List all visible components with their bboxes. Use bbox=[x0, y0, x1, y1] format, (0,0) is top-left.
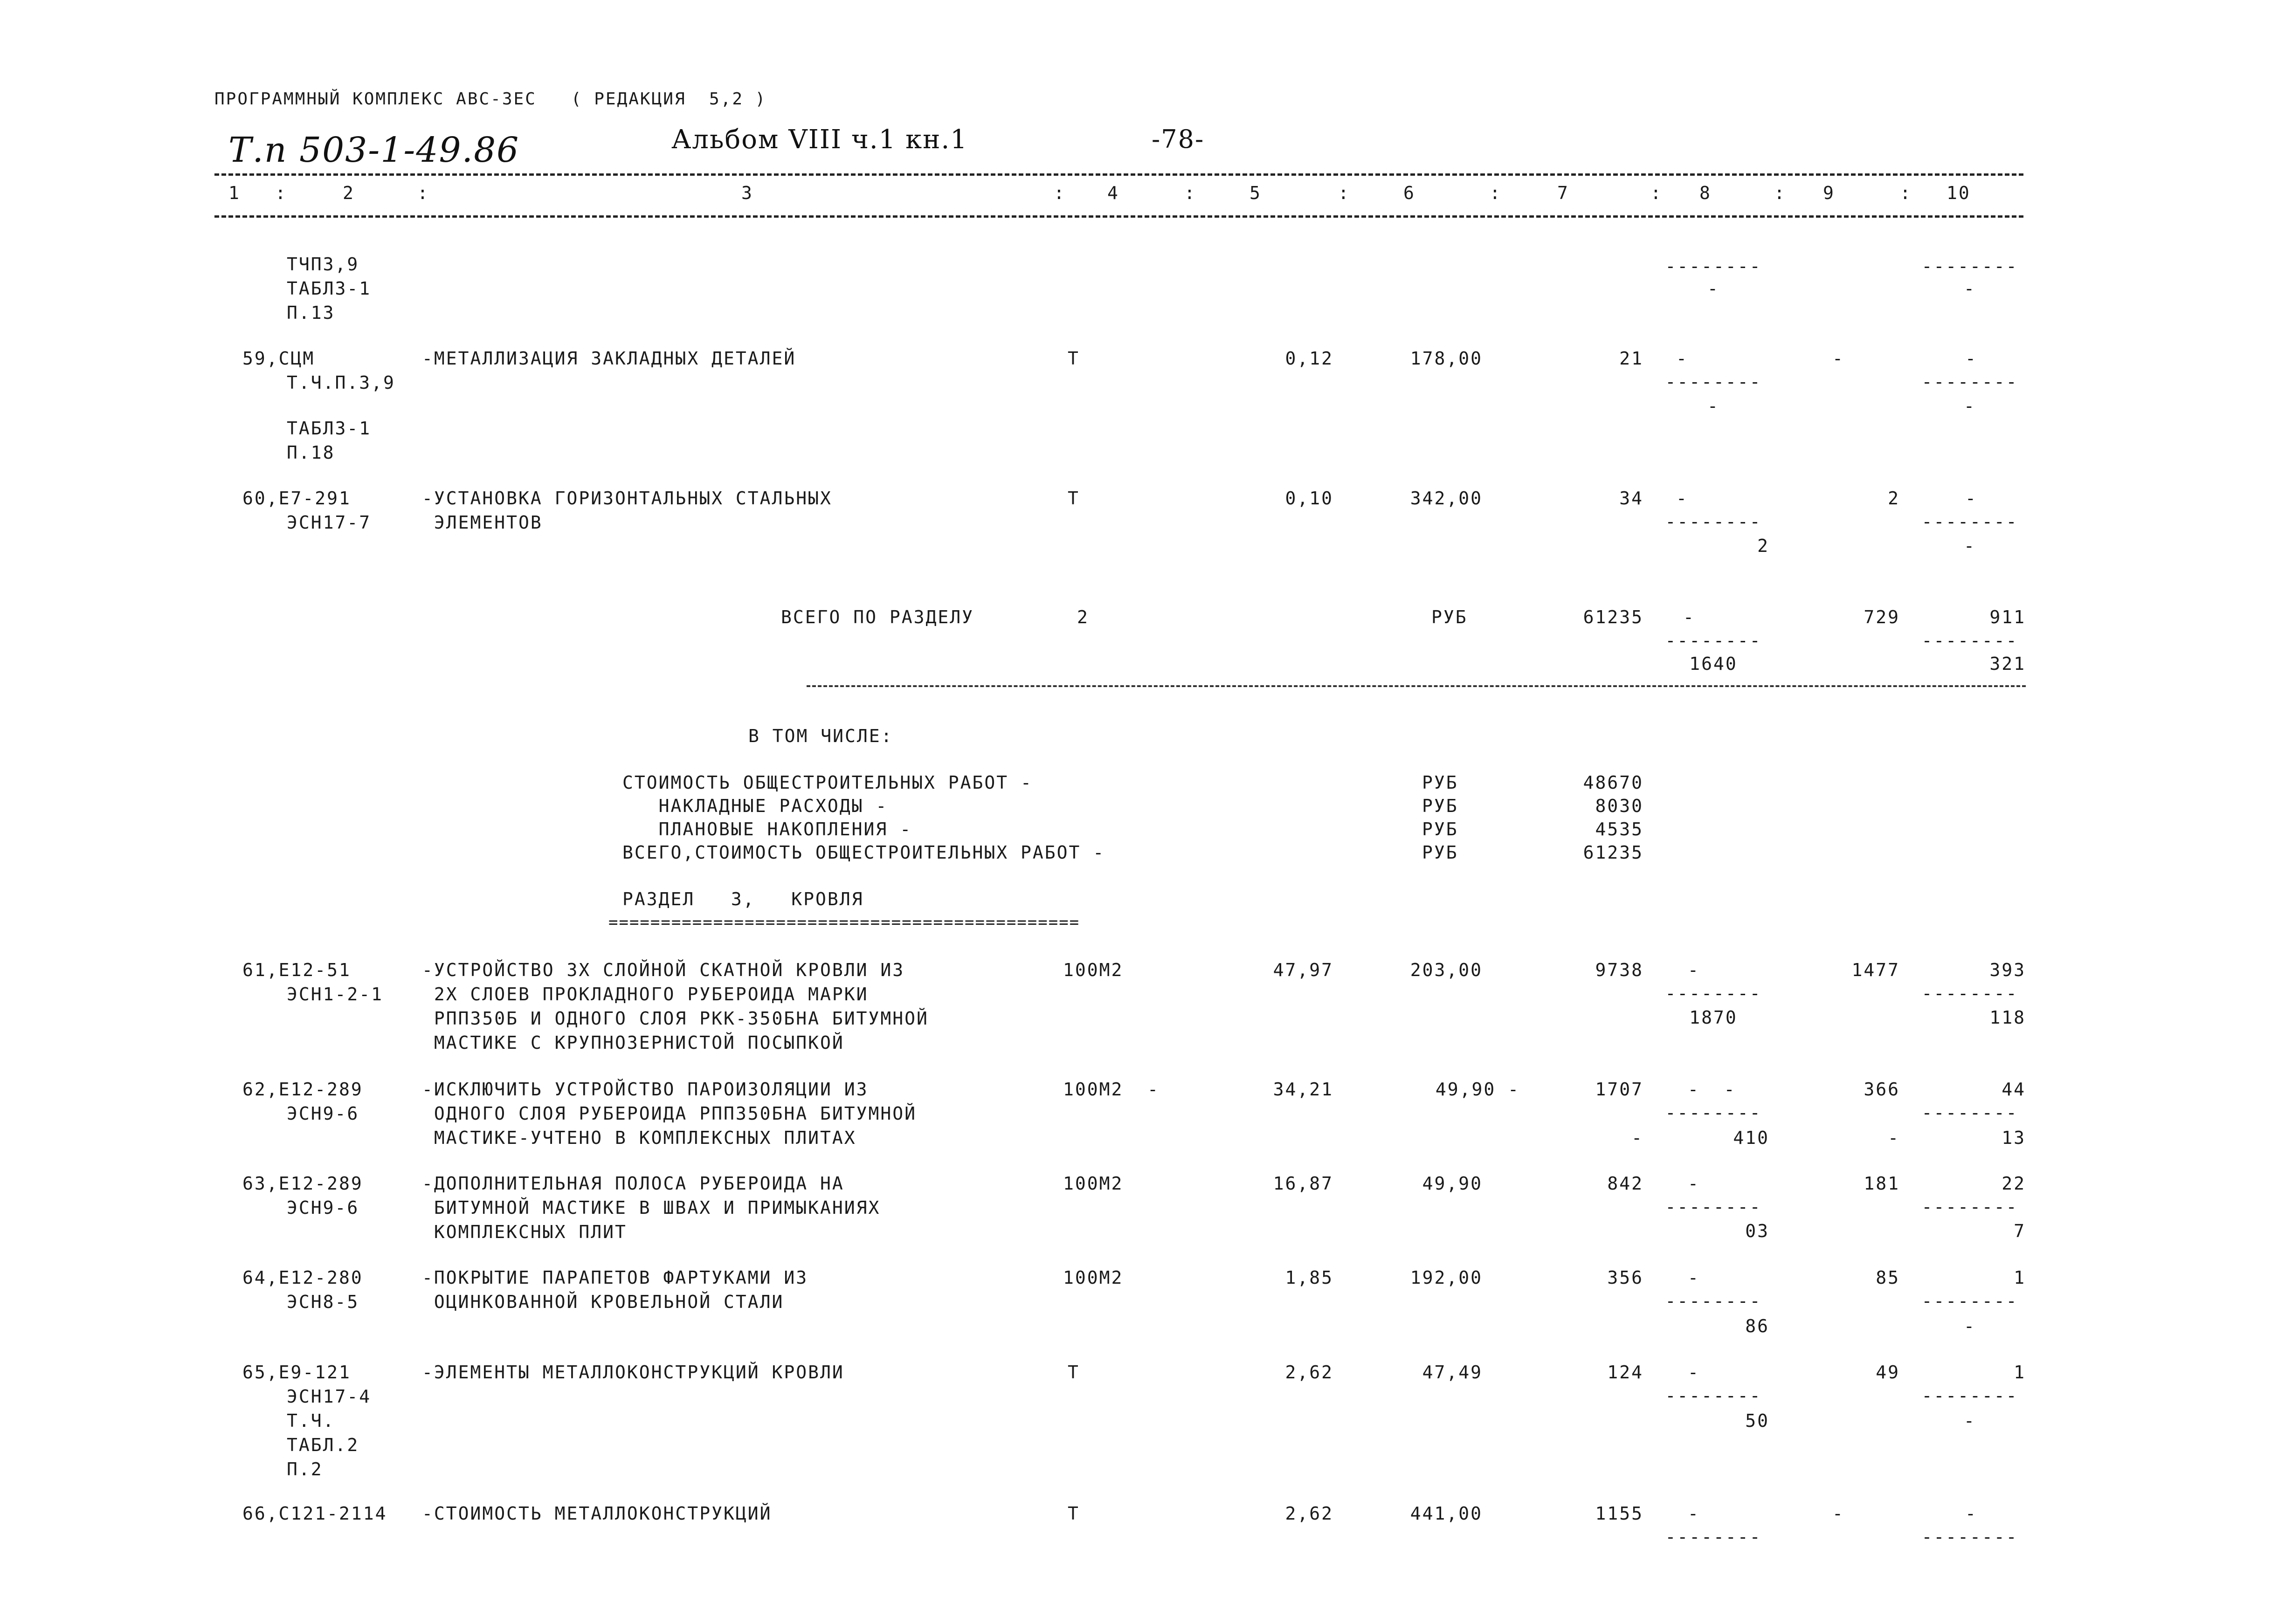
col10-bottom: 321 bbox=[1989, 654, 2026, 674]
item-description: БИТУМНОЙ МАСТИКЕ В ШВАХ И ПРИМЫКАНИЯХ bbox=[422, 1197, 881, 1218]
item-description: ОЦИНКОВАННОЙ КРОВЕЛЬНОЙ СТАЛИ bbox=[422, 1292, 784, 1312]
col8-rule: -------- bbox=[1665, 1291, 1762, 1311]
currency: РУБ bbox=[1422, 796, 1458, 816]
quantity: 0,10 bbox=[1285, 488, 1333, 509]
col10-value: - bbox=[1965, 488, 1977, 509]
item-description: РПП350Б И ОДНОГО СЛОЯ РКК-350БНА БИТУМНОЙ bbox=[422, 1008, 929, 1029]
col8-bottom: 03 bbox=[1745, 1221, 1769, 1241]
item-code: 61,Е12-51 bbox=[242, 960, 351, 980]
including-value: 48670 bbox=[1583, 772, 1643, 793]
item-description: КОМПЛЕКСНЫХ ПЛИТ bbox=[422, 1222, 627, 1242]
item-description: -ПОКРЫТИЕ ПАРАПЕТОВ ФАРТУКАМИ ИЗ bbox=[422, 1267, 808, 1288]
col9-value: 181 bbox=[1864, 1173, 1900, 1194]
col10-bottom: 7 bbox=[2014, 1221, 2026, 1241]
code-line: ЭСН8-5 bbox=[287, 1292, 359, 1312]
section-total-label: ВСЕГО ПО РАЗДЕЛУ bbox=[781, 607, 974, 627]
col-sep: : bbox=[1900, 183, 1912, 203]
col10-rule: -------- bbox=[1921, 256, 2018, 276]
unit-price: 47,49 bbox=[1422, 1362, 1483, 1383]
item-description: -ЭЛЕМЕНТЫ МЕТАЛЛОКОНСТРУКЦИЙ КРОВЛИ bbox=[422, 1362, 844, 1383]
col-8: 8 bbox=[1699, 183, 1712, 203]
col-2: 2 bbox=[343, 183, 355, 203]
including-label: НАКЛАДНЫЕ РАСХОДЫ - bbox=[622, 796, 888, 816]
col8-rule: -------- bbox=[1665, 1102, 1762, 1123]
code-line: Т.Ч. bbox=[287, 1411, 335, 1431]
item-description: -ИСКЛЮЧИТЬ УСТРОЙСТВО ПАРОИЗОЛЯЦИИ ИЗ bbox=[422, 1079, 869, 1100]
unit-price: 49,90 - bbox=[1435, 1079, 1520, 1100]
col-7: 7 bbox=[1557, 183, 1569, 203]
col-sep: : bbox=[275, 183, 287, 203]
col10-value: 1 bbox=[2014, 1267, 2026, 1288]
quantity: 47,97 bbox=[1273, 960, 1333, 980]
item-description: -СТОИМОСТЬ МЕТАЛЛОКОНСТРУКЦИЙ bbox=[422, 1503, 772, 1524]
quantity: 0,12 bbox=[1285, 348, 1333, 369]
col10-value: - bbox=[1965, 1503, 1977, 1524]
code-line: П.18 bbox=[287, 442, 335, 463]
currency: РУБ bbox=[1422, 819, 1458, 840]
item-code: 59,СЦМ bbox=[242, 348, 315, 369]
document-code: Т.п 503-1-49.86 bbox=[228, 130, 520, 170]
including-value: 4535 bbox=[1595, 819, 1643, 840]
col10-bottom: - bbox=[1964, 536, 1976, 556]
currency: РУБ bbox=[1422, 772, 1458, 793]
col8-rule: -------- bbox=[1665, 983, 1762, 1004]
col-sep: : bbox=[1338, 183, 1350, 203]
col-sep: : bbox=[417, 183, 429, 203]
item-code: 63,Е12-289 bbox=[242, 1173, 363, 1194]
col10-bottom: - bbox=[1964, 278, 1976, 299]
unit: 100М2 bbox=[1063, 960, 1124, 980]
col8-rule: -------- bbox=[1665, 256, 1762, 276]
col-4: 4 bbox=[1107, 183, 1119, 203]
code-line: ЭСН17-4 bbox=[287, 1386, 372, 1407]
col-sep: : bbox=[1774, 183, 1786, 203]
col8-value: - bbox=[1683, 607, 1695, 627]
col8-bottom: 86 bbox=[1745, 1316, 1769, 1336]
col10-value: 44 bbox=[2002, 1079, 2026, 1100]
item-description: МАСТИКЕ С КРУПНОЗЕРНИСТОЙ ПОСЫПКОЙ bbox=[422, 1032, 844, 1053]
col8-bottom: 410 bbox=[1733, 1128, 1769, 1148]
unit-price: 441,00 bbox=[1410, 1503, 1483, 1524]
quantity: 34,21 bbox=[1273, 1079, 1333, 1100]
col9-value: - bbox=[1832, 348, 1844, 369]
code-line: ТАБЛ.2 bbox=[287, 1435, 359, 1455]
col8-bottom: 1640 bbox=[1689, 654, 1738, 674]
col-9: 9 bbox=[1823, 183, 1835, 203]
code-line: П.2 bbox=[287, 1459, 323, 1479]
col10-value: - bbox=[1965, 348, 1977, 369]
code-line: ТАБЛ3-1 bbox=[287, 278, 372, 299]
col-sep: : bbox=[1490, 183, 1502, 203]
item-code: 62,Е12-289 bbox=[242, 1079, 363, 1100]
col8-value: - bbox=[1688, 1173, 1700, 1194]
col-sep: : bbox=[1054, 183, 1066, 203]
including-label: ВСЕГО,СТОИМОСТЬ ОБЩЕСТРОИТЕЛЬНЫХ РАБОТ - bbox=[622, 842, 1105, 863]
unit-price: 49,90 bbox=[1422, 1173, 1483, 1194]
album-reference: Альбом VIII ч.1 кн.1 bbox=[671, 124, 968, 155]
col8-rule: -------- bbox=[1665, 1385, 1762, 1406]
col8-value: - bbox=[1688, 1362, 1700, 1383]
page-number: -78- bbox=[1152, 124, 1205, 154]
col10-value: 393 bbox=[1989, 960, 2026, 980]
col10-bottom: 13 bbox=[2002, 1128, 2026, 1148]
code-line: ЭСН1-2-1 bbox=[287, 984, 384, 1005]
col8-value: - bbox=[1688, 1267, 1700, 1288]
section-title: РАЗДЕЛ 3, КРОВЛЯ bbox=[622, 889, 864, 909]
item-description: -УСТРОЙСТВО 3Х СЛОЙНОЙ СКАТНОЙ КРОВЛИ ИЗ bbox=[422, 960, 905, 980]
total-cost: 1155 bbox=[1595, 1503, 1643, 1524]
col10-rule: -------- bbox=[1921, 983, 2018, 1004]
col-5: 5 bbox=[1250, 183, 1262, 203]
col-3: 3 bbox=[741, 183, 753, 203]
header-bottom-rule bbox=[214, 215, 2023, 218]
col8-bottom: - bbox=[1707, 278, 1719, 299]
item-description: ЭЛЕМЕНТОВ bbox=[422, 512, 543, 533]
code-line: Т.Ч.П.3,9 bbox=[287, 372, 395, 393]
col10-rule: -------- bbox=[1921, 1527, 2018, 1547]
col8-rule: -------- bbox=[1665, 372, 1762, 392]
total-cost: 842 bbox=[1607, 1173, 1643, 1194]
col8-rule: -------- bbox=[1665, 1197, 1762, 1217]
including-heading: В ТОМ ЧИСЛЕ: bbox=[748, 726, 893, 746]
col-sep: : bbox=[1184, 183, 1196, 203]
col8-bottom: 50 bbox=[1745, 1411, 1769, 1431]
col10-rule: -------- bbox=[1921, 1385, 2018, 1406]
unit-price: 342,00 bbox=[1410, 488, 1483, 509]
item-description: ОДНОГО СЛОЯ РУБЕРОИДА РПП350БНА БИТУМНОЙ bbox=[422, 1103, 917, 1124]
col9-value: 49 bbox=[1876, 1362, 1900, 1383]
quantity: 1,85 bbox=[1285, 1267, 1333, 1288]
col10-bottom: - bbox=[1964, 1316, 1976, 1336]
code-line: ЭСН9-6 bbox=[287, 1197, 359, 1218]
col-sep: : bbox=[1650, 183, 1663, 203]
col10-rule: -------- bbox=[1921, 511, 2018, 532]
col9-value: 366 bbox=[1864, 1079, 1900, 1100]
total-cost: 124 bbox=[1607, 1362, 1643, 1383]
col10-value: 911 bbox=[1989, 607, 2026, 627]
col10-rule: -------- bbox=[1921, 1197, 2018, 1217]
quantity: 16,87 bbox=[1273, 1173, 1333, 1194]
unit: 100М2 bbox=[1063, 1173, 1124, 1194]
unit: 100М2 - bbox=[1063, 1079, 1160, 1100]
col8-value: - bbox=[1688, 960, 1700, 980]
total-cost: 61235 bbox=[1583, 607, 1643, 627]
col9-value: 2 bbox=[1888, 488, 1900, 509]
item-description: МАСТИКЕ-УЧТЕНО В КОМПЛЕКСНЫХ ПЛИТАХ bbox=[422, 1128, 856, 1148]
program-title: ПРОГРАММНЫЙ КОМПЛЕКС АВС-3ЕС ( РЕДАКЦИЯ 5,2 ) bbox=[214, 89, 767, 109]
item-code: 60,Е7-291 bbox=[242, 488, 351, 509]
col10-bottom: - bbox=[1964, 1411, 1976, 1431]
code-line: П.13 bbox=[287, 303, 335, 323]
item-description: 2Х СЛОЕВ ПРОКЛАДНОГО РУБЕРОИДА МАРКИ bbox=[422, 984, 869, 1005]
item-code: 64,Е12-280 bbox=[242, 1267, 363, 1288]
col8-rule: -------- bbox=[1665, 1527, 1762, 1547]
currency: РУБ bbox=[1431, 607, 1468, 627]
including-label: СТОИМОСТЬ ОБЩЕСТРОИТЕЛЬНЫХ РАБОТ - bbox=[622, 772, 1033, 793]
including-value: 61235 bbox=[1583, 842, 1643, 863]
col9-value: 1477 bbox=[1851, 960, 1900, 980]
col8-bottom: 1870 bbox=[1689, 1007, 1738, 1028]
section-number: 2 bbox=[1077, 607, 1089, 627]
col10-bottom: - bbox=[1964, 396, 1976, 416]
code-line: ЭСН9-6 bbox=[287, 1103, 359, 1124]
col10-rule: -------- bbox=[1921, 630, 2018, 651]
col8-bottom: 2 bbox=[1757, 536, 1769, 556]
col10-rule: -------- bbox=[1921, 372, 2018, 392]
total-cost: 34 bbox=[1619, 488, 1643, 509]
header-top-rule bbox=[214, 173, 2023, 176]
unit: Т bbox=[1068, 1362, 1080, 1383]
col9-value: - bbox=[1832, 1503, 1844, 1524]
unit: Т bbox=[1068, 488, 1080, 509]
col8-value: - bbox=[1688, 1503, 1700, 1524]
col10-rule: -------- bbox=[1921, 1291, 2018, 1311]
section-title-underline: ============================================= bbox=[608, 913, 1080, 932]
code-line: ЭСН17-7 bbox=[287, 512, 372, 533]
item-code: 66,С121-2114 bbox=[242, 1503, 387, 1524]
total-cost: 356 bbox=[1607, 1267, 1643, 1288]
col9-value: 85 bbox=[1876, 1267, 1900, 1288]
item-description: -ДОПОЛНИТЕЛЬНАЯ ПОЛОСА РУБЕРОИДА НА bbox=[422, 1173, 844, 1194]
including-label: ПЛАНОВЫЕ НАКОПЛЕНИЯ - bbox=[622, 819, 912, 840]
col-6: 6 bbox=[1403, 183, 1415, 203]
col-1: 1 bbox=[228, 183, 241, 203]
unit-price: 203,00 bbox=[1410, 960, 1483, 980]
col8-rule: -------- bbox=[1665, 630, 1762, 651]
total-cost-bottom: - bbox=[1631, 1128, 1643, 1148]
item-description: -МЕТАЛЛИЗАЦИЯ ЗАКЛАДНЫХ ДЕТАЛЕЙ bbox=[422, 348, 796, 369]
col8-bottom: - bbox=[1707, 396, 1719, 416]
col10-value: 22 bbox=[2002, 1173, 2026, 1194]
col10-bottom: 118 bbox=[1989, 1007, 2026, 1028]
unit-price: 192,00 bbox=[1410, 1267, 1483, 1288]
item-description: -УСТАНОВКА ГОРИЗОНТАЛЬНЫХ СТАЛЬНЫХ bbox=[422, 488, 832, 509]
unit: Т bbox=[1068, 348, 1080, 369]
code-line: ТЧП3,9 bbox=[287, 254, 359, 275]
col8-value: - - bbox=[1688, 1079, 1736, 1100]
col8-value: - bbox=[1676, 488, 1688, 509]
unit: Т bbox=[1068, 1503, 1080, 1524]
unit: 100М2 bbox=[1063, 1267, 1124, 1288]
item-code: 65,Е9-121 bbox=[242, 1362, 351, 1383]
section-total-rule bbox=[807, 685, 2026, 687]
col8-value: - bbox=[1676, 348, 1688, 369]
total-cost: 9738 bbox=[1595, 960, 1643, 980]
col9-bottom: - bbox=[1888, 1128, 1900, 1148]
unit-price: 178,00 bbox=[1410, 348, 1483, 369]
total-cost: 21 bbox=[1619, 348, 1643, 369]
quantity: 2,62 bbox=[1285, 1362, 1333, 1383]
col8-rule: -------- bbox=[1665, 511, 1762, 532]
total-cost: 1707 bbox=[1595, 1079, 1643, 1100]
col10-value: 1 bbox=[2014, 1362, 2026, 1383]
col10-rule: -------- bbox=[1921, 1102, 2018, 1123]
code-line: ТАБЛ3-1 bbox=[287, 418, 372, 439]
col9-value: 729 bbox=[1864, 607, 1900, 627]
col-10: 10 bbox=[1947, 183, 1971, 203]
quantity: 2,62 bbox=[1285, 1503, 1333, 1524]
including-value: 8030 bbox=[1595, 796, 1643, 816]
currency: РУБ bbox=[1422, 842, 1458, 863]
